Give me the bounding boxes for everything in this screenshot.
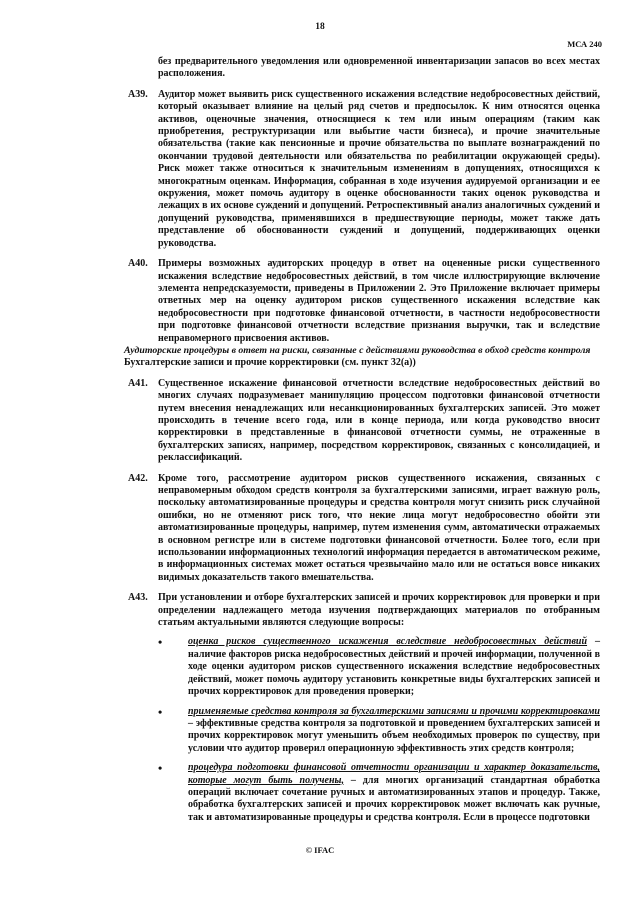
- paragraph-text: Аудитор может выявить риск существенного искажения вследствие недобросовестных действий, который оказывает влияние на целый ряд счетов и предпосылок. К ним относятся оценка активов, оценочные значения, относящиеся к тем или иным операциям (таким как приобретения, реструктуризации или выбытие части бизнеса), и прочие значительные обязательства (такие как пенсионные и прочие обязательства по выплате вознаграждений по окончании трудовой деятельности или обязательства по реабилитации окружающей среды). Риск может также относиться к значительным изменениям в допущениях, относящихся к многократным оценкам. Информация, собранная в ходе изучения аудируемой организации и ее окружения, может помочь аудитору в оценке обоснованности таких оценок руководства и лежащих в их основе суждений и допущений. Ретроспективный анализ аналогичных суждений и допущений руководства, применявшихся в предшествующие периоды, может также дать представление об обоснованности суждений и допущений, поддерживающих оценки руководства.: [158, 88, 600, 249]
- bullet-text: [188, 636, 600, 698]
- bullet-item: [158, 636, 600, 698]
- paragraph-number: A40.: [128, 258, 148, 270]
- bullet-icon: •: [158, 635, 163, 650]
- bullet-text: [188, 762, 600, 824]
- paragraph-a40: [124, 258, 600, 345]
- paragraph-number: A43.: [128, 592, 148, 604]
- bullet-item: [158, 706, 600, 756]
- paragraph-number: A39.: [128, 88, 148, 100]
- document-id: МСА 240: [567, 39, 602, 49]
- paragraph-text: Примеры возможных аудиторских процедур в ответ на оцененные риски существенного искажения вследствие недобросовестных действий, в том числе иллюстрирующие включение элемента непредсказуемости, приведены в Приложении 2. Это Приложение включает примеры ответных мер на оценку аудитором рисков существенного искажения вследствие как недобросовестности при подготовке финансовой отчетности, в частности недобросовестности при подготовке финансовой отчетности вследствие признания выручки, так и вследствие неправомерного присвоения активов.: [158, 258, 600, 344]
- bullet-item: [158, 762, 600, 824]
- bullet-lead: применяемые средства контроля за бухгалтерскими записями и прочими корректировками: [188, 705, 600, 717]
- bullet-body: – эффективные средства контроля за подготовкой и проведением бухгалтерских записей и прочих корректировок могут уменьшить объем необходимых проверок по существу, при условии что аудитор проверил операционную эффективность этих средств контроля;: [188, 717, 600, 754]
- paragraph-a41: [124, 378, 600, 465]
- intro-text: без предварительного уведомления или одновременной инвентаризации запасов во всех местах расположения.: [158, 56, 600, 80]
- bullet-icon: •: [158, 761, 163, 776]
- paragraph-number: A42.: [128, 472, 148, 484]
- sub-heading: Бухгалтерские записи и прочие корректировки (см. пункт 32(a)): [124, 357, 416, 369]
- bullet-lead: процедура подготовки финансовой отчетности организации и характер доказательств, которые могут быть получены,: [188, 762, 600, 786]
- paragraph-text: При установлении и отборе бухгалтерских записей и прочих корректировок для проверки и при определении надлежащего метода изучения подтверждающих материалов по отобранным статьям актуальными являются следующие вопросы:: [158, 592, 600, 629]
- page-content: [124, 56, 600, 824]
- bullet-body: – для многих организаций стандартная обработка операций включает сочетание ручных и автоматизированных этапов и процедур. Также, обработка бухгалтерских записей и прочих корректировок может включать как ручные, так и автоматизированные процедуры и средства контроля. Если в процессе подготовки: [188, 774, 600, 823]
- paragraph-a43: [124, 592, 600, 629]
- paragraph-a39: [124, 89, 600, 250]
- paragraph-a42: [124, 473, 600, 585]
- page-number: 18: [315, 22, 325, 32]
- bullet-lead: оценка рисков существенного искажения вследствие недобросовестных действий: [188, 636, 588, 648]
- footer-copyright: © IFAC: [305, 845, 335, 855]
- bullet-icon: •: [158, 704, 163, 719]
- bullet-text: [188, 706, 600, 756]
- bullet-body: – наличие факторов риска недобросовестных действий и прочей информации, полученной в ходе оценки аудитором рисков существенного искажения вследствие недобросовестных действий, может помочь аудитору установить конкретные виды бухгалтерских записей и прочих корректировок для проведения проверки;: [188, 636, 600, 698]
- section-heading: Аудиторские процедуры в ответ на риски, связанные с действиями руководства в обход средств контроля: [124, 344, 591, 356]
- paragraph-text: Существенное искажение финансовой отчетности вследствие недобросовестных действий во многих случаях подразумевает манипуляцию процессом подготовки финансовой отчетности путем внесения ненадлежащих или несанкционированных бухгалтерских записей. Это может происходить в течение всего года, или в конце периода, или когда руководство вносит корректировки в представленные в финансовой отчетности суммы, не отраженные в бухгалтерских записях, например, посредством корректировок, связанных с консолидацией, и реклассификаций.: [158, 377, 600, 464]
- paragraph-text: Кроме того, рассмотрение аудитором рисков существенного искажения, связанных с неправомерным обходом средств контроля за бухгалтерскими записями, играет важную роль, поскольку автоматизированные процедуры и средства контроля могут снизить риск случайной ошибки, но не отменяют риск того, что некие лица могут недобросовестно обойти эти автоматизированные процедуры, например, путем изменения сумм, автоматически отражаемых в основном регистре или в системе подготовки финансовой отчетности. Более того, если при использовании информационных технологий информация передается в автоматическом режиме, в информационных системах может остаться чрезвычайно мало или не остаться вовсе никаких видимых доказательств такого вмешательства.: [158, 472, 600, 583]
- paragraph-number: A41.: [128, 377, 148, 389]
